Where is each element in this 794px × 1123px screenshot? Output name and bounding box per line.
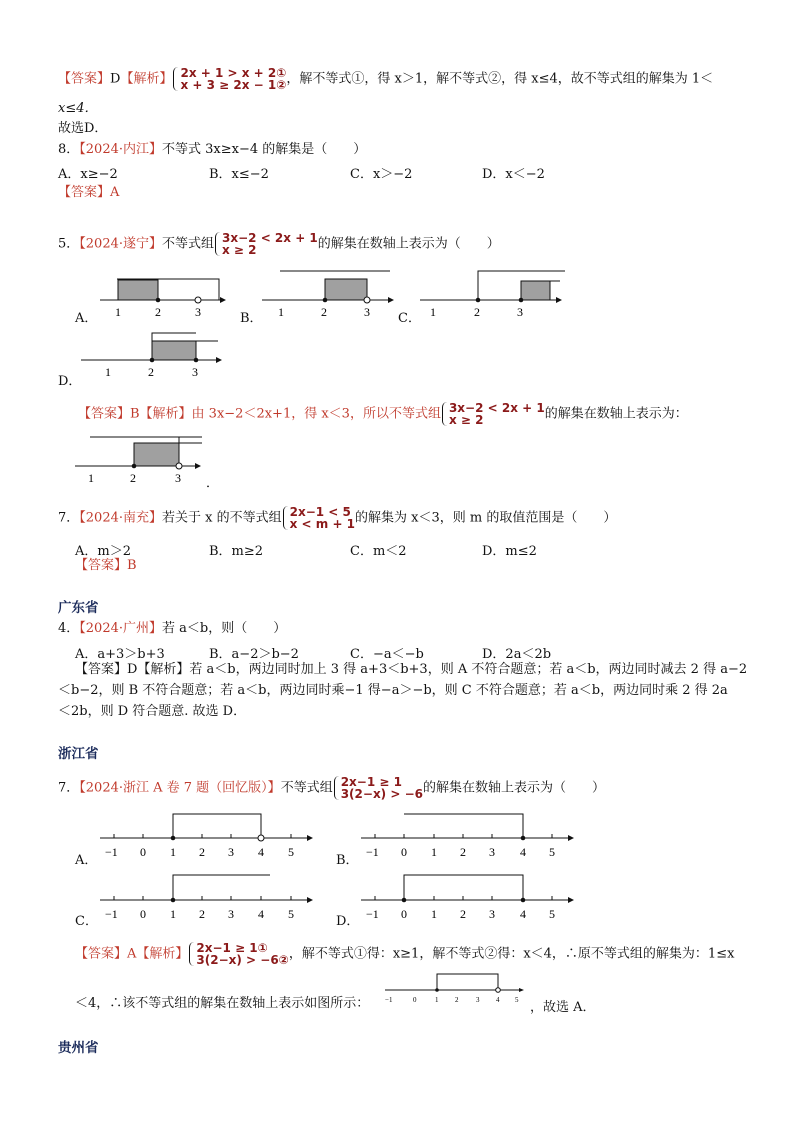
q5-label-a: A． <box>75 311 98 326</box>
prev-answer-line2: x≤4． <box>58 101 98 116</box>
tick-4: 4 <box>520 907 526 921</box>
zj-label-d: D． <box>336 914 360 929</box>
zj-label-c: C． <box>75 914 98 929</box>
prev-choose: 故选D． <box>58 121 108 136</box>
tick-4: 4 <box>258 907 264 921</box>
tick-1: 1 <box>170 845 176 859</box>
zj-q7-stem: 7．【2024·浙江 A 卷 7 题（回忆版）】不等式组 2x−1 ≥ 1 3(2−x) > −6 的解集在数轴上表示为（ ） <box>58 775 605 801</box>
q5-numberline-b <box>260 264 395 322</box>
zj-answer-line2: ＜4，∴该不等式组的解集在数轴上表示如图所示： <box>75 996 370 1011</box>
tick-3: 3 <box>476 996 480 1004</box>
province-zhejiang: 浙江省 <box>58 746 99 762</box>
tick-2: 2 <box>199 845 205 859</box>
tick-1: 1 <box>431 907 437 921</box>
q5-answer-period: ． <box>206 476 220 491</box>
q5-numberline-a <box>95 268 230 323</box>
tick-1: 1 <box>430 305 436 319</box>
zj-label-b: B． <box>336 853 359 868</box>
q5-system: 3x−2 < 2x + 1 x ≥ 2 <box>214 232 318 256</box>
tick-2: 2 <box>148 365 154 379</box>
q8-option-d: D．x＜−2 <box>482 167 545 182</box>
zj-system: 2x−1 ≥ 1 3(2−x) > −6 <box>333 776 423 800</box>
gd-option-c: C．−a＜−b <box>350 647 424 662</box>
q5-answer-numberline <box>72 430 212 488</box>
gd-option-d: D．2a＜2b <box>482 647 552 662</box>
tick-minus1: −1 <box>385 996 393 1004</box>
q5-stem: 5．【2024·遂宁】不等式组 3x−2 < 2x + 1 x ≥ 2 的解集在数轴上表示为（ ） <box>58 231 500 257</box>
q7-option-c: C．m＜2 <box>350 544 407 559</box>
zj-answer-line1: 【答案】A【解析】 2x−1 ≥ 1① 3(2−x) > −6② ，解不等式①得：x≥1，解不等式②得：x＜4，∴原不等式组的解集为：1≤x <box>75 941 735 967</box>
tick-3: 3 <box>192 365 198 379</box>
tick-3: 3 <box>228 907 234 921</box>
tick-3: 3 <box>364 305 370 319</box>
tick-2: 2 <box>130 471 136 485</box>
tick-1: 1 <box>88 471 94 485</box>
tick-minus1: −1 <box>105 845 118 859</box>
tick-0: 0 <box>140 907 146 921</box>
tick-3: 3 <box>228 845 234 859</box>
zj-answer-system: 2x−1 ≥ 1① 3(2−x) > −6② <box>188 942 288 966</box>
prev-answer-line1: 【答案】D【解析】 2x + 1 > x + 2① x + 3 ≥ 2x − 1② ，解不等式①，得 x＞1，解不等式②，得 x≤4，故不等式组的解集为 1＜ <box>58 66 714 92</box>
tick-1: 1 <box>435 996 439 1004</box>
q7-answer: 【答案】B <box>75 558 137 573</box>
tick-2: 2 <box>460 845 466 859</box>
tick-0: 0 <box>140 845 146 859</box>
q7-stem: 7．【2024·南充】若关于 x 的不等式组 2x−1 < 5 x < m + 1 的解集为 x＜3，则 m 的取值范围是（ ） <box>58 505 617 531</box>
q7-option-a: A．m＞2 <box>75 544 131 559</box>
province-guizhou: 贵州省 <box>58 1040 99 1056</box>
tick-4: 4 <box>496 996 500 1004</box>
tick-5: 5 <box>288 907 294 921</box>
zj-numberline-c <box>95 868 320 923</box>
tick-1: 1 <box>170 907 176 921</box>
tick-minus1: −1 <box>366 907 379 921</box>
zj-numberline-a <box>95 808 320 863</box>
q8-answer: 【答案】A <box>58 185 120 200</box>
q8-stem: 8．【2024·内江】不等式 3x≥x−4 的解集是（ ） <box>58 142 367 157</box>
tick-5: 5 <box>549 907 555 921</box>
q5-answer-system: 3x−2 < 2x + 1 x ≥ 2 <box>441 402 545 426</box>
q7-system: 2x−1 < 5 x < m + 1 <box>282 506 355 530</box>
gd-q4-stem: 4．【2024·广州】若 a＜b，则（ ） <box>58 621 287 636</box>
q5-label-d: D． <box>58 374 82 389</box>
tick-5: 5 <box>515 996 519 1004</box>
tick-3: 3 <box>489 907 495 921</box>
gd-answer-line1: 【答案】D【解析】若 a＜b，两边同时加上 3 得 a+3＜b+3，则 A 不符合题意；若 a＜b，两边同时减去 2 得 a−2 <box>75 662 748 677</box>
tick-2: 2 <box>321 305 327 319</box>
q8-option-c: C．x＞−2 <box>350 167 413 182</box>
tick-1: 1 <box>431 845 437 859</box>
tick-3: 3 <box>489 845 495 859</box>
tick-0: 0 <box>401 845 407 859</box>
tick-3: 3 <box>195 305 201 319</box>
tick-0: 0 <box>401 907 407 921</box>
q5-answer: 【答案】B【解析】由 3x−2＜2x+1，得 x＜3，所以不等式组 3x−2 < 2x + 1 x ≥ 2 的解集在数轴上表示为： <box>78 401 688 427</box>
tick-3: 3 <box>517 305 523 319</box>
gd-answer-line2: ＜b−2，则 B 不符合题意；若 a＜b，两边同时乘−1 得−a＞−b，则 C 不符合题意；若 a＜b，两边同时乘 2 得 2a <box>58 683 728 698</box>
tick-4: 4 <box>520 845 526 859</box>
gd-option-a: A．a+3＞b+3 <box>75 647 165 662</box>
q7-option-b: B．m≥2 <box>209 544 264 559</box>
tick-0: 0 <box>413 996 417 1004</box>
province-guangdong: 广东省 <box>58 600 99 616</box>
prev-system: 2x + 1 > x + 2① x + 3 ≥ 2x − 1② <box>172 67 286 91</box>
tick-2: 2 <box>460 907 466 921</box>
zj-answer-choose: ，故选 A． <box>530 1000 596 1015</box>
tick-2: 2 <box>155 305 161 319</box>
gd-answer-line3: ＜2b，则 D 符合题意. 故选 D． <box>58 704 247 719</box>
tick-2: 2 <box>455 996 459 1004</box>
tick-minus1: −1 <box>105 907 118 921</box>
gd-option-b: B．a−2＞b−2 <box>209 647 299 662</box>
q8-option-b: B．x≤−2 <box>209 167 269 182</box>
tick-5: 5 <box>549 845 555 859</box>
tick-2: 2 <box>199 907 205 921</box>
q5-numberline-d <box>78 328 226 383</box>
q5-label-b: B． <box>240 311 263 326</box>
q8-option-a: A．x≥−2 <box>58 167 118 182</box>
tick-3: 3 <box>175 471 181 485</box>
tick-1: 1 <box>115 305 121 319</box>
tick-2: 2 <box>474 305 480 319</box>
q7-option-d: D．m≤2 <box>482 544 537 559</box>
tick-5: 5 <box>288 845 294 859</box>
q5-label-c: C． <box>398 311 421 326</box>
tick-1: 1 <box>105 365 111 379</box>
zj-answer-numberline <box>383 968 528 1008</box>
tick-minus1: −1 <box>366 845 379 859</box>
zj-numberline-b <box>356 808 581 863</box>
q5-numberline-c <box>418 264 568 322</box>
tick-1: 1 <box>278 305 284 319</box>
zj-numberline-d <box>356 868 581 923</box>
tick-4: 4 <box>258 845 264 859</box>
zj-label-a: A． <box>75 853 98 868</box>
